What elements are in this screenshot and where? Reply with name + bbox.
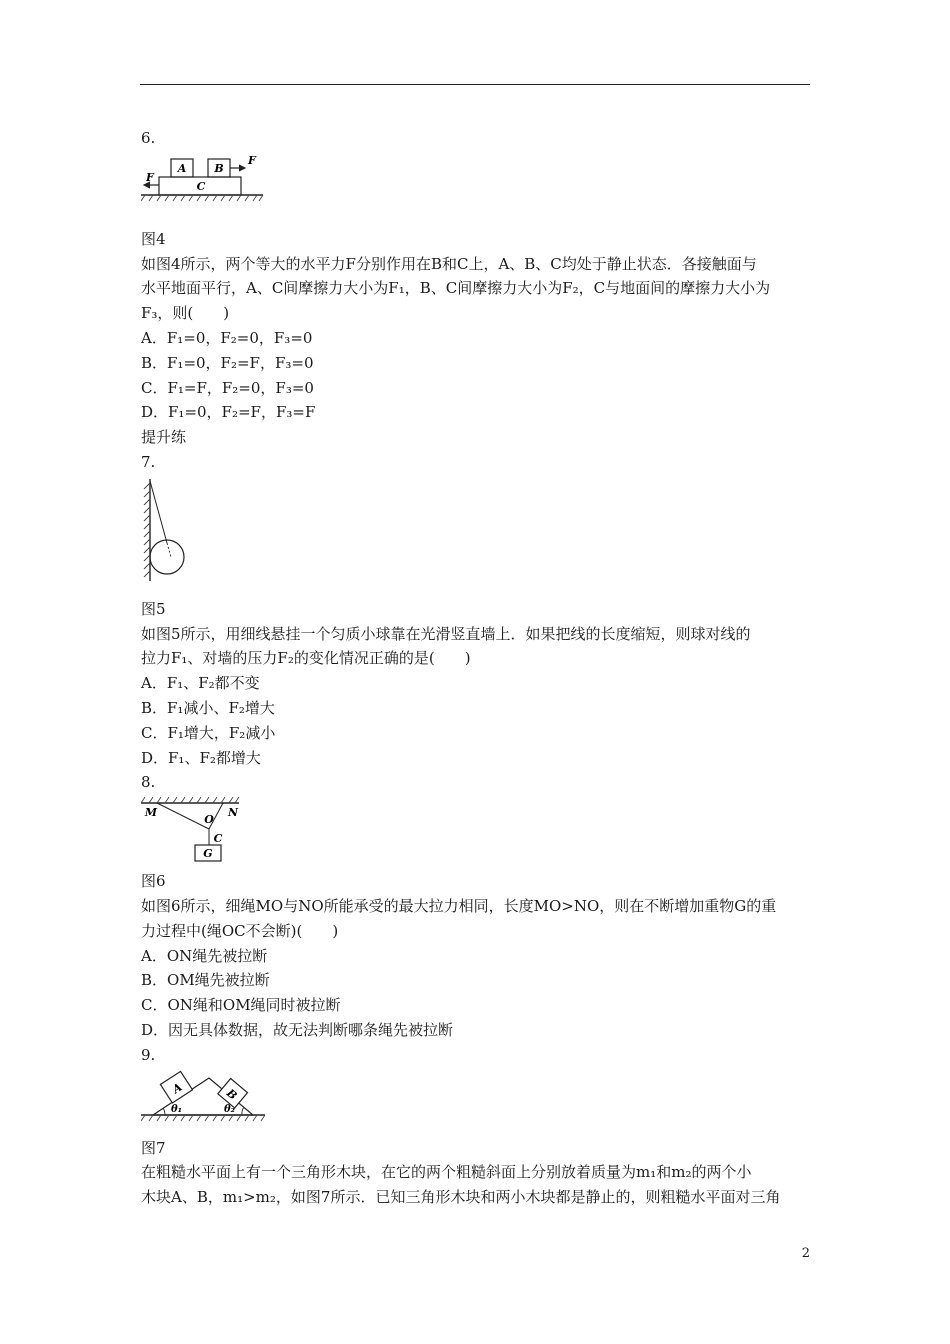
fig6-label-n: N bbox=[227, 806, 239, 820]
figure-7-caption: 图7 bbox=[141, 1138, 166, 1157]
q6-option-a: A．F₁=0，F₂=0，F₃=0 bbox=[141, 328, 313, 347]
page-number: 2 bbox=[801, 1246, 810, 1261]
q8-option-a: A．ON绳先被拉断 bbox=[141, 946, 268, 965]
fig6-label-o: O bbox=[204, 813, 214, 827]
fig4-label-f-right: F bbox=[248, 154, 256, 167]
fig6-label-m: M bbox=[144, 806, 158, 820]
page-content bbox=[141, 126, 811, 1210]
figure-4-caption: 图4 bbox=[141, 229, 166, 248]
q6-stem-line-1: 如图4所示，两个等大的水平力F分别作用在B和C上，A、B、C均处于静止状态．各接触面与 bbox=[141, 254, 757, 273]
header-rule bbox=[140, 84, 810, 85]
fig7-label-b: B bbox=[223, 1085, 240, 1102]
q8-option-d: D．因无具体数据，故无法判断哪条绳先被拉断 bbox=[141, 1020, 454, 1039]
q7-option-c: C．F₁增大，F₂减小 bbox=[141, 723, 276, 742]
q9-stem-line-1: 在粗糙水平面上有一个三角形木块，在它的两个粗糙斜面上分别放着质量为m₁和m₂的两个小 bbox=[141, 1163, 752, 1182]
figure-7 bbox=[141, 1070, 271, 1126]
q6-number: 6. bbox=[141, 129, 156, 147]
q9-stem-line-2: 木块A、B，m₁>m₂，如图7所示．已知三角形木块和两小木块都是静止的，则粗糙水平面对三角 bbox=[141, 1188, 781, 1207]
fig4-label-b: B bbox=[214, 161, 224, 175]
q7-number: 7. bbox=[141, 452, 156, 471]
figure-6-caption: 图6 bbox=[141, 872, 166, 891]
q7-option-d: D．F₁、F₂都增大 bbox=[141, 748, 261, 767]
q8-stem-line-1: 如图6所示，细绳MO与NO所能承受的最大拉力相同，长度MO>NO，则在不断增加重物G的重 bbox=[141, 896, 777, 915]
q6-option-b: B．F₁=0，F₂=F，F₃=0 bbox=[141, 353, 314, 372]
q7-option-a: A．F₁、F₂都不变 bbox=[141, 674, 260, 693]
fig7-label-a: A bbox=[170, 1080, 185, 1096]
figure-5-caption: 图5 bbox=[141, 599, 166, 618]
fig6-label-g: G bbox=[203, 847, 213, 861]
figure-4 bbox=[141, 155, 271, 207]
fig6-label-c: C bbox=[213, 832, 223, 846]
q7-option-b: B．F₁减小、F₂增大 bbox=[141, 698, 275, 717]
q7-stem-line-2: 拉力F₁、对墙的压力F₂的变化情况正确的是( ) bbox=[141, 649, 471, 668]
q8-option-c: C．ON绳和OM绳同时被拉断 bbox=[141, 996, 341, 1015]
fig7-label-theta1: θ₁ bbox=[171, 1103, 183, 1115]
fig4-label-c: C bbox=[196, 179, 206, 193]
fig7-label-theta2: θ₂ bbox=[224, 1103, 236, 1115]
fig4-label-a: A bbox=[177, 161, 187, 175]
q8-number: 8. bbox=[141, 773, 156, 792]
fig4-label-f-left: F bbox=[146, 170, 154, 184]
q6-option-c: C．F₁=F，F₂=0，F₃=0 bbox=[141, 378, 314, 397]
figure-5 bbox=[141, 477, 201, 583]
section-title: 提升练 bbox=[141, 428, 187, 447]
q7-stem-line-1: 如图5所示，用细线悬挂一个匀质小球靠在光滑竖直墙上．如果把线的长度缩短，则球对线的 bbox=[141, 624, 751, 643]
figure-6 bbox=[141, 797, 251, 863]
q6-option-d: D．F₁=0，F₂=F，F₃=F bbox=[141, 403, 316, 422]
q8-stem-line-2: 力过程中(绳OC不会断)( ) bbox=[141, 921, 339, 940]
q9-number: 9. bbox=[141, 1045, 156, 1064]
q6-stem-line-2: 水平地面平行，A、C间摩擦力大小为F₁，B、C间摩擦力大小为F₂，C与地面间的摩擦力大小为 bbox=[141, 279, 771, 298]
q6-stem-line-3: F₃，则( ) bbox=[141, 304, 230, 323]
q8-option-b: B．OM绳先被拉断 bbox=[141, 971, 270, 990]
